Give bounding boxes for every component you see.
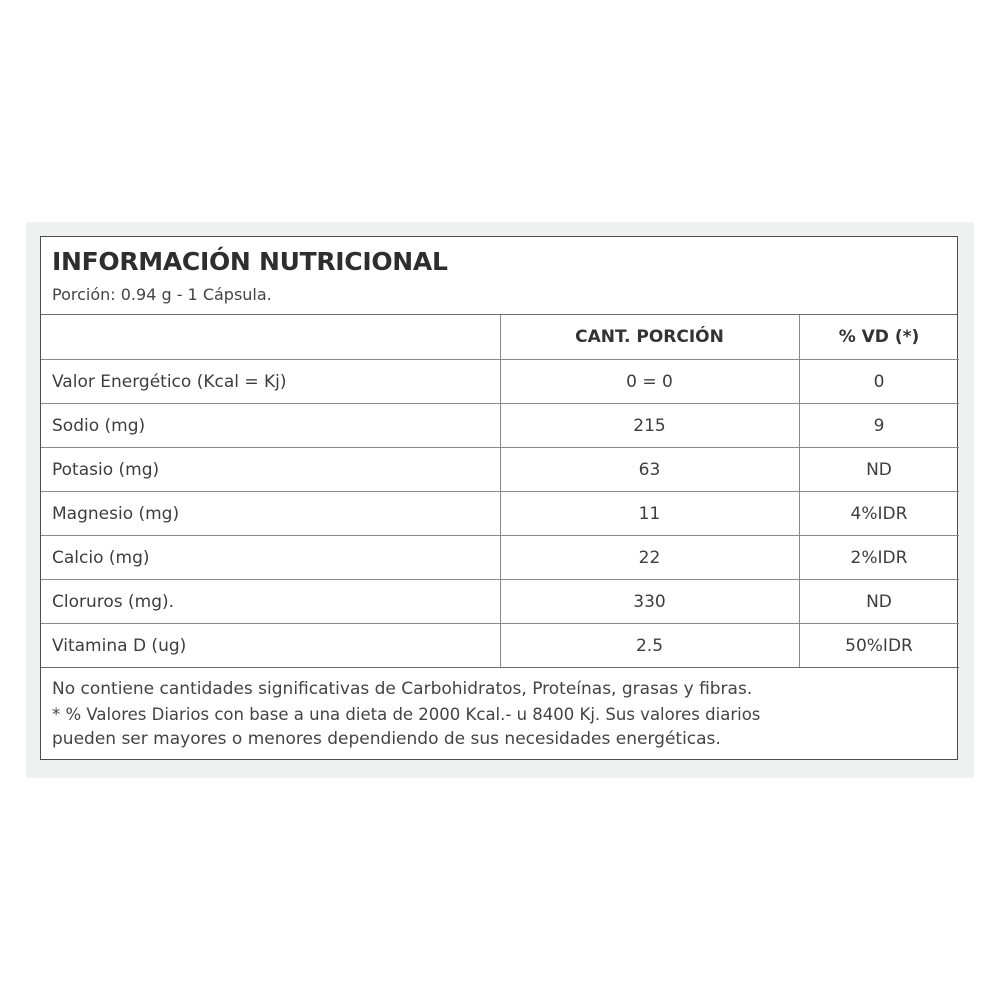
nutrient-amount: 22 bbox=[500, 536, 799, 580]
nutrient-name: Sodio (mg) bbox=[41, 404, 500, 448]
nutrition-header bbox=[41, 237, 957, 315]
nutrient-name: Valor Energético (Kcal = Kj) bbox=[41, 360, 500, 404]
table-row bbox=[41, 580, 959, 624]
nutrient-name: Cloruros (mg). bbox=[41, 580, 500, 624]
footnote-line: pueden ser mayores o menores dependiendo de sus necesidades energéticas. bbox=[52, 729, 721, 749]
nutrient-name: Calcio (mg) bbox=[41, 536, 500, 580]
table-row bbox=[41, 492, 959, 536]
nutrition-title: INFORMACIÓN NUTRICIONAL bbox=[52, 247, 448, 276]
nutrient-dv: 0 bbox=[799, 360, 959, 404]
footnote-line: No contiene cantidades significativas de Carbohidratos, Proteínas, grasas y fibras. bbox=[52, 679, 753, 699]
column-header-amount: CANT. PORCIÓN bbox=[500, 315, 799, 360]
nutrient-amount: 215 bbox=[500, 404, 799, 448]
nutrient-amount: 0 = 0 bbox=[500, 360, 799, 404]
nutrient-amount: 63 bbox=[500, 448, 799, 492]
table-row bbox=[41, 448, 959, 492]
table-row bbox=[41, 624, 959, 668]
nutrient-dv: 9 bbox=[799, 404, 959, 448]
table-row bbox=[41, 404, 959, 448]
footnote-line: * % Valores Diarios con base a una dieta de 2000 Kcal.- u 8400 Kj. Sus valores diarios bbox=[52, 705, 761, 724]
column-header-nutrient bbox=[41, 315, 500, 360]
table-row bbox=[41, 536, 959, 580]
nutrient-dv: ND bbox=[799, 448, 959, 492]
nutrient-name: Potasio (mg) bbox=[41, 448, 500, 492]
serving-size: Porción: 0.94 g - 1 Cápsula. bbox=[52, 285, 272, 304]
footnotes bbox=[52, 677, 947, 752]
nutrient-amount: 11 bbox=[500, 492, 799, 536]
nutrient-name: Magnesio (mg) bbox=[41, 492, 500, 536]
nutrient-name: Vitamina D (ug) bbox=[41, 624, 500, 668]
nutrient-dv: ND bbox=[799, 580, 959, 624]
table-row bbox=[41, 360, 959, 404]
nutrition-facts-panel bbox=[40, 236, 958, 760]
nutrient-dv: 2%IDR bbox=[799, 536, 959, 580]
nutrient-dv: 50%IDR bbox=[799, 624, 959, 668]
nutrient-dv: 4%IDR bbox=[799, 492, 959, 536]
nutrient-amount: 330 bbox=[500, 580, 799, 624]
column-header-dv: % VD (*) bbox=[799, 315, 959, 360]
nutrition-table bbox=[41, 315, 959, 668]
table-header-row bbox=[41, 315, 959, 360]
nutrient-amount: 2.5 bbox=[500, 624, 799, 668]
